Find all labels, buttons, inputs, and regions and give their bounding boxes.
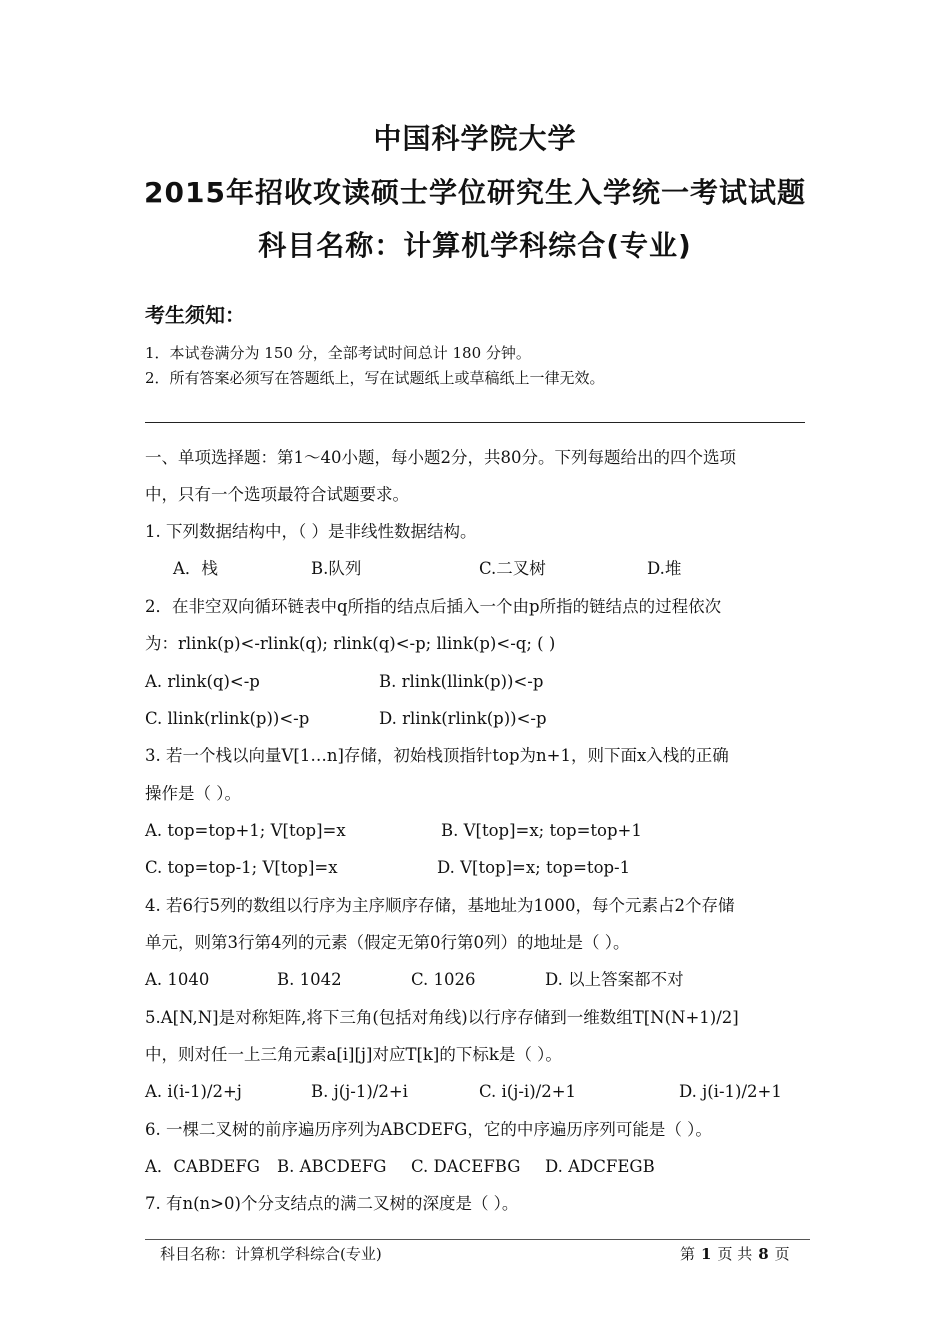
- option-c: C.二叉树: [479, 559, 546, 578]
- page-mid: 页 共: [717, 1245, 753, 1263]
- option-d: D. j(i-1)/2+1: [679, 1082, 782, 1101]
- footer-divider: [145, 1239, 810, 1240]
- option-d: D.堆: [647, 559, 682, 578]
- option-a: A. top=top+1; V[top]=x: [145, 821, 346, 840]
- option-a: A. rlink(q)<-p: [145, 672, 260, 691]
- question-1-options: [145, 557, 825, 581]
- option-d: D. ADCFEGB: [545, 1157, 655, 1176]
- option-c: C. llink(rlink(p))<-p: [145, 709, 310, 728]
- question-6-stem: 6. 一棵二叉树的前序遍历序列为ABCDEFG，它的中序遍历序列可能是（ ）。: [145, 1120, 712, 1139]
- option-b: B. V[top]=x; top=top+1: [441, 821, 642, 840]
- option-c: C. top=top-1; V[top]=x: [145, 858, 338, 877]
- notice-item: 2．所有答案必须写在答题纸上，写在试题纸上或草稿纸上一律无效。: [145, 369, 605, 387]
- question-4-stem: 4. 若6行5列的数组以行序为主序顺序存储，基地址为1000，每个元素占2个存储: [145, 896, 735, 915]
- question-6-options: [145, 1155, 825, 1179]
- divider: [145, 422, 805, 423]
- question-4-options: [145, 968, 825, 992]
- page-current: 1: [701, 1245, 712, 1263]
- option-b: B. 1042: [277, 970, 342, 989]
- page-indicator: [680, 1243, 790, 1265]
- question-1-stem: 1. 下列数据结构中，（ ）是非线性数据结构。: [145, 522, 477, 541]
- university-title: 中国科学院大学: [373, 122, 577, 155]
- option-b: B. j(j-1)/2+i: [311, 1082, 408, 1101]
- option-a: A．CABDEFG: [145, 1157, 260, 1176]
- footer-subject: 科目名称：计算机学科综合(专业): [160, 1245, 382, 1263]
- subject-title: 科目名称：计算机学科综合(专业): [258, 229, 692, 262]
- notice-heading: 考生须知：: [145, 303, 245, 327]
- option-a: A．栈: [173, 559, 218, 578]
- option-b: B.队列: [311, 559, 362, 578]
- page-total: 8: [758, 1245, 769, 1263]
- question-5-stem: 中，则对任一上三角元素a[i][j]对应T[k]的下标k是（ ）。: [145, 1045, 562, 1064]
- option-b: B. ABCDEFG: [277, 1157, 387, 1176]
- option-c: C. 1026: [411, 970, 476, 989]
- question-3-stem: 3. 若一个栈以向量V[1…n]存储，初始栈顶指针top为n+1，则下面x入栈的正确: [145, 746, 729, 765]
- notice-item: 1．本试卷满分为 150 分，全部考试时间总计 180 分钟。: [145, 344, 531, 362]
- question-3-options: [145, 856, 825, 880]
- question-2-options: [145, 707, 825, 731]
- option-d: D. 以上答案都不对: [545, 970, 684, 989]
- option-d: D. V[top]=x; top=top-1: [437, 858, 631, 877]
- question-2-stem: 为：rlink(p)<-rlink(q); rlink(q)<-p; llink(p)<-q; ( ): [145, 634, 556, 653]
- question-3-stem: 操作是（ ）。: [145, 784, 241, 803]
- option-c: C. i(j-i)/2+1: [479, 1082, 577, 1101]
- option-a: A. 1040: [145, 970, 210, 989]
- section-intro: 一、单项选择题：第1～40小题，每小题2分，共80分。下列每题给出的四个选项: [145, 448, 736, 467]
- question-4-stem: 单元，则第3行第4列的元素（假定无第0行第0列）的地址是（ ）。: [145, 933, 630, 952]
- option-b: B. rlink(llink(p))<-p: [379, 672, 544, 691]
- page-suffix: 页: [774, 1245, 790, 1263]
- question-3-options: [145, 819, 825, 843]
- option-a: A. i(i-1)/2+j: [145, 1082, 242, 1101]
- question-5-options: [145, 1080, 825, 1104]
- option-c: C. DACEFBG: [411, 1157, 521, 1176]
- page-prefix: 第: [680, 1245, 696, 1263]
- question-2-stem: 2．在非空双向循环链表中q所指的结点后插入一个由p所指的链结点的过程依次: [145, 597, 722, 616]
- section-intro: 中，只有一个选项最符合试题要求。: [145, 485, 409, 504]
- option-d: D. rlink(rlink(p))<-p: [379, 709, 547, 728]
- question-7-stem: 7. 有n(n>0)个分支结点的满二叉树的深度是（ ）。: [145, 1194, 519, 1213]
- question-2-options: [145, 670, 825, 694]
- question-5-stem: 5.A[N,N]是对称矩阵,将下三角(包括对角线)以行序存储到一维数组T[N(N+1)/2]: [145, 1008, 739, 1027]
- exam-title: 2015年招收攻读硕士学位研究生入学统一考试试题: [144, 176, 806, 209]
